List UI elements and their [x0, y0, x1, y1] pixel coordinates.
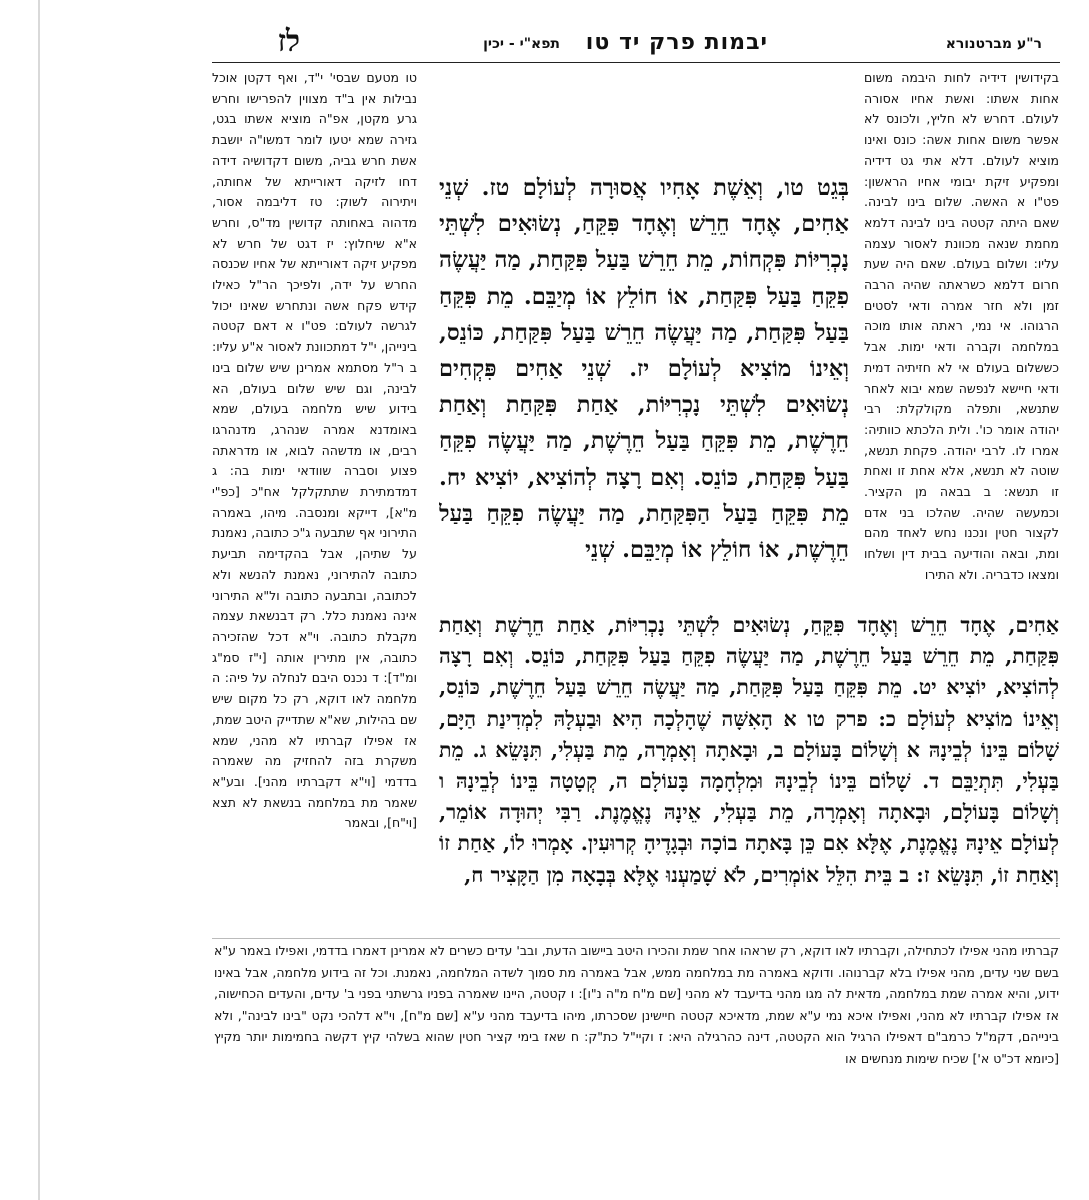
header-commentary-label: ר"ע מברטנורא	[945, 36, 1042, 52]
mishnah-wide-text: אַחִים, אֶחָד חֵרֵשׁ וְאֶחָד פִּקֵּחַ, נְשׂוּאִים לִשְׁתֵּי נָכְרִיּוֹת, אַחַת חֵרֶשֶׁת וְאַחַת פִּקַּחַת, מֵת חֵרֵשׁ בַּעַל חֵרֶשֶׁת, מַה יַּעֲשֶׂה פִקֵּחַ בַּעַל פִּקַּחַת, כּוֹנֵס. וְאִם רָצָה לְהוֹצִיא, יוֹצִיא יט. מֵת פִּקֵּחַ בַּעַל פִּקַּחַת, מַה יַּעֲשֶׂה חֵרֵשׁ בַּעַל חֵרֶשֶׁת, כּוֹנֵס, וְאֵינוֹ מוֹצִיא לְעוֹלָם כ: פרק טו א הָאִשָּׁה שֶׁהָלְכָה הִיא וּבַעְלָהּ לִמְדִינַת הַיָּם, שָׁלוֹם בֵּינוֹ לְבֵינָהּ א וְשָׁלוֹם בָּעוֹלָם ב, וּבָאתָה וְאָמְרָה, מֵת בַּעְלִי, תִּנָּשֵׂא ג. מֵת בַּעְלִי, תִּתְיַבֵּם ד. שָׁלוֹם בֵּינוֹ לְבֵינָהּ וּמִלְחָמָה בָּעוֹלָם ה, קְטָטָה בֵּינוֹ לְבֵינָהּ ו וְשָׁלוֹם בָּעוֹלָם, וּבָאתָה וְאָמְרָה, מֵת בַּעְלִי, אֵינָהּ נֶאֱמֶנֶת. רַבִּי יְהוּדָה אוֹמֵר, לְעוֹלָם אֵינָהּ נֶאֱמֶנֶת, אֶלָּא אִם כֵּן בָּאתָה בוֹכָה וּבְגָדֶיהָ קְרוּעִין. אָמְרוּ לוֹ, אַחַת זוֹ וְאַחַת זוֹ, תִּנָּשֵׂא ז: ב בֵּית הִלֵּל אוֹמְרִים, לֹא שָׁמַעְנוּ אֶלָּא בְּבָאָה מִן הַקָּצִיר ח,	[439, 613, 1059, 887]
commentary-right-column: בקידושין דידיה לחות היבמה משום אחות אשתו: ואשת אחיו אסורה לעולם. דחרש לא חליץ, ולכונס לא אפשר משום אחות אשה: כונס ואינו מוציא לעולם. דלא אתי גט דידיה ומפקיע זיקת יבומי אחיו הראשון: פט"ו א האשה. שלום בינו לבינה. שאם היתה קטטה בינו לבינה דלמא מחמת שנאה מכוונת לאסור עצמה עליו: ושלום בעולם. שאם היה שעת חרום דלמא כשראתה שהיה הרבה זמן ולא חזר אמרה ודאי לסטים הרגוהו. אי נמי, ראתה אותו מוכה במלחמה וקברה ודאי ימות. אבל כששלום בעולם אי לא חזיתיה דמית ודאי חיישא לנפשה שמא יבוא לאחר שתנשא, ותפלה מקולקלת: רבי יהודה אומר כו'. ולית הלכתא כוותיה: אמרו לו. לרבי יהודה. פקחת תנשא, שוטה לא תנשא, אלא אחת זו ואחת זו תנשא: ב בבאה מן הקציר. וכמעשה שהיה. שהלכו בני אדם לקצור חטין ונכנו נחש לאחד מהם ומת, ובאה והודיעה בבית דין ושלחו ומצאו כדבריה. ולא התירו	[864, 70, 1059, 582]
binding-gutter	[38, 0, 40, 1200]
page-header	[200, 24, 1060, 64]
commentary-top-center	[439, 68, 849, 168]
commentary-left-column: טו מטעם שבסי' י"ד, ואף דקטן אוכל נבילות אין ב"ד מצווין להפרישו וחרש גרע מקטן, אפ"ה מוציא אשתו בגט, גזירה שמא יטעו לומר דמשו"ה יושבת אשת חרש גביה, משום דקדושיה דידה דחו לזיקה דאורייתא של אחותה, ויתירוה לשוק: טז דליבמה אסור, מדהוה באחותה קדושין מד"ס, וחרש א"א שיחלוץ: יז דגט של חרש לא מפקיע זיקה דאורייתא של אחיו שכנסה החרש על ידה, ולפיכך הר"ל כאילו קידש פקח אשה ונתחרש שאינו יכול לגרשה לעולם: פט"ו א דאם קטטה בינייהן, י"ל דמתכוונת לאסור א"ע עליו: ב ר"ל מסתמא אמרינן שיש שלום בינו לבינה, וגם שיש שלום בעולם, הא בידוע שיש מלחמה בעולם, שמא באומדנא אמרה שנהרג, מדנהרגו רבים, או מדשהה לבוא, או מדראתה פצוע וסברה שוודאי ימות בה: ג דמדמתירת שתתקלקל אח"כ [כפ"י מ"א], דייקא ומנסבה. מיהו, באמרה התירוני אף שתבעה ג"כ כתובה, נאמנת על שתיהן, אבל בהקדימה תביעת כתובה להתירוני, נאמנת להנשא ולא לכתובה, ובתבעה כתובה ול"א התירוני אינה נאמנת כלל. רק דבנשאת עצמה מקבלת כתובה. וי"א דכל שהזכירה כתובה, אין מתירין אותה [י"ז סמ"ג ומ"ד]: ד נכנס היבם לנחלה על פיה: ה מלחמה לאו דוקא, רק כל מקום שיש שם בהילות, שא"א שתדייק היטב שמת, אז אפילו קברתיו לא מהני, שמא משקרת בזה להחזיק מה שאמרה בדדמי [וי"א דקברתיו מהני]. ובע"א שאמר מת במלחמה בנשאת לא תצא [וי"ח], ובאמר	[212, 70, 417, 831]
header-rule	[212, 62, 1060, 63]
header-commentary-label-left: תפא"י - יכין	[483, 36, 560, 52]
commentary-bottom-block: קברתיו מהני אפילו לכתחילה, וקברתיו לאו דוקא, רק שראהו אחר שמת והכירו היטב ביישוב הדעת, ובב' עדים כשרים לא אמרינן דאמרו בדדמי, ואפילו באמר ע"א בשם שני עדים, מהני אפילו בלא קברנוהו. ודוקא באמרה מת במלחמה ממש, אבל באמרה מת סמוך לשדה המלחמה, נאמנת. וכל זה בידוע מלחמה, אבל באינו ידוע, והיא אמרה שמת במלחמה, מדאית לה מגו מהני בדיעבד לא מהני [שם מ"ח מ"ה נ"ו]: ו קטטה, היינו שאמרה בפניו גרשתני בפני ב' עדים, והעדים הכחישוה, אז אפילו קברתיו לא מהני, ואפילו איכא נמי ע"א שמת, מדאיכא קטטה חיישינן שסכרתו, מיהו בדיעבד מהני ע"א [שם מ"ח], וי"א דלהכי נקט "בינו לבינה", ולא בינייהם, דקמ"ל כרמב"ם דאפילו הרגיל הוא הקטטה, דינה כהרגילה היא: ז וקיי"ל כת"ק: ח שאז בימי קציר חטין שהוא בשלהי קיץ דקשה בחמימות יותר מקיץ [כיומא דכ"ט א'] שכיח שימות מנחשים או	[214, 943, 1059, 1066]
header-title: יבמות פרק יד טו	[585, 30, 768, 55]
page-number: לז	[277, 24, 300, 59]
mishnah-main-text: בְּגֵט טו, וְאֵשֶׁת אָחִיו אֲסוּרָה לְעוֹלָם טז. שְׁנֵי אַחִים, אֶחָד חֵרֵשׁ וְאֶחָד פִּקֵּחַ, נְשׂוּאִים לִשְׁתֵּי נָכְרִיּוֹת פִּקְחוֹת, מֵת חֵרֵשׁ בַּעַל פִּקַּחַת, מַה יַּעֲשֶׂה פִקֵּחַ בַּעַל פִּקַּחַת, אוֹ חוֹלֵץ אוֹ מְיַבֵּם. מֵת פִּקֵּחַ בַּעַל פִּקַּחַת, מַה יַּעֲשֶׂה חֵרֵשׁ בַּעַל פִּקַּחַת, כּוֹנֵס, וְאֵינוֹ מוֹצִיא לְעוֹלָם יז. שְׁנֵי אַחִים פִּקְחִים נְשׂוּאִים לִשְׁתֵּי נָכְרִיּוֹת, אַחַת פִּקַּחַת וְאַחַת חֵרֶשֶׁת, מֵת פִּקֵּחַ בַּעַל חֵרֶשֶׁת, מַה יַּעֲשֶׂה פִקֵּחַ בַּעַל פִּקַּחַת, כּוֹנֵס. וְאִם רָצָה לְהוֹצִיא, יוֹצִיא יח. מֵת פִּקֵּחַ בַּעַל הַפִּקַּחַת, מַה יַּעֲשֶׂה פִקֵּחַ בַּעַל חֵרֶשֶׁת, אוֹ חוֹלֵץ אוֹ מְיַבֵּם. שְׁנֵי	[439, 175, 849, 564]
footnote-rule	[212, 938, 1060, 939]
